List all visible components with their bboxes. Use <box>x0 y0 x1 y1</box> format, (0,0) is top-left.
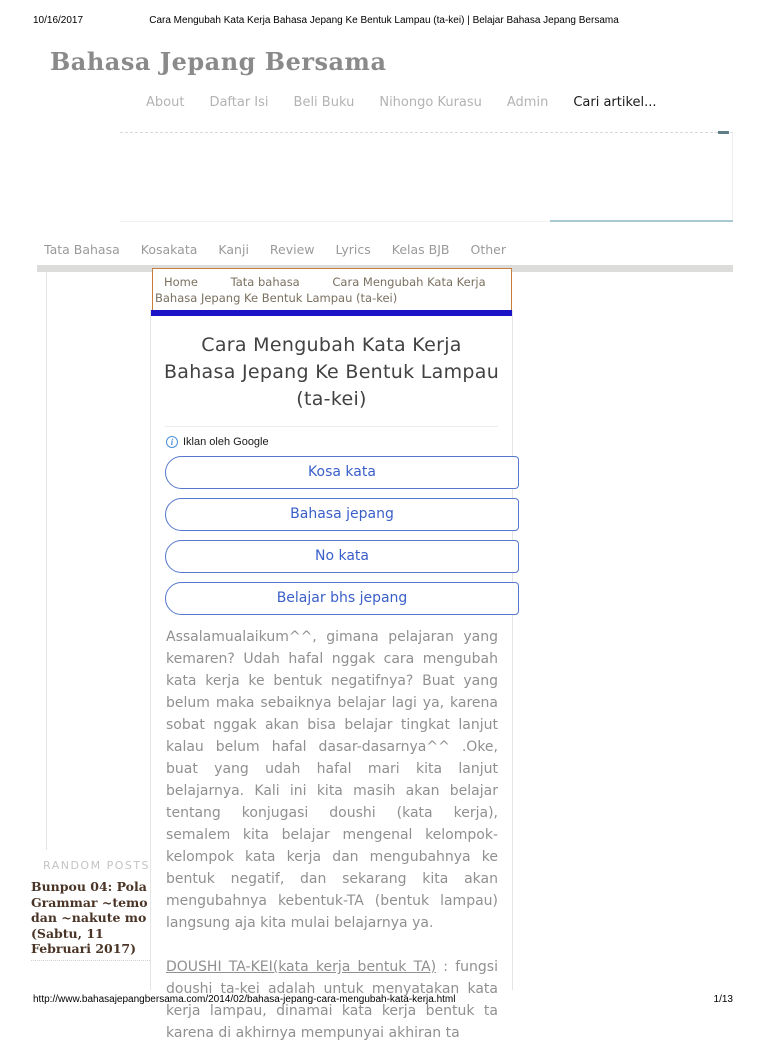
nav-item-daftar-isi[interactable]: Daftar Isi <box>209 95 269 110</box>
nav-item-nihongo-kurasu[interactable]: Nihongo Kurasu <box>379 95 482 110</box>
subnav-item-kanji[interactable]: Kanji <box>218 242 249 257</box>
print-url: http://www.bahasajepangbersama.com/2014/02/bahasa-jepang-cara-mengubah-kata-kerja.html <box>33 994 456 1005</box>
random-post-link[interactable]: Bunpou 04: Pola Grammar ~temo dan ~nakute mo (Sabtu, 11 Februari 2017) <box>31 879 148 956</box>
nav-item-admin[interactable]: Admin <box>506 95 549 110</box>
random-posts-heading: RANDOM POSTS <box>43 859 151 872</box>
subnav-item-other[interactable]: Other <box>470 242 506 257</box>
article-title: Cara Mengubah Kata Kerja Bahasa Jepang Ke Bentuk Lampau (ta-kei) <box>163 334 500 410</box>
breadcrumb-home[interactable]: Home <box>164 275 198 289</box>
print-page-number: 1/13 <box>713 994 733 1005</box>
ad-attribution-label: Iklan oleh Google <box>183 436 269 448</box>
breadcrumb-current-page: Cara Mengubah Kata Kerja Bahasa Jepang Ke Bentuk Lampau (ta-kei) <box>155 275 486 305</box>
paragraph-2-body: : fungsi doushi ta-kei adalah untuk menyatakan kata kerja lampau, dinamai kata kerja bentuk ta karena di akhirnya mempunyai akhiran ta <box>166 959 498 1041</box>
ad-attribution <box>166 436 512 448</box>
ad-link-no-kata[interactable]: No kata <box>165 540 519 573</box>
subnav-item-review[interactable]: Review <box>269 242 315 257</box>
article-accent-bar <box>151 310 512 316</box>
subnav-item-kosakata[interactable]: Kosakata <box>140 242 198 257</box>
category-nav <box>44 242 506 257</box>
subnav-item-lyrics[interactable]: Lyrics <box>335 242 371 257</box>
nav-item-beli-buku[interactable]: Beli Buku <box>293 95 355 110</box>
sidebar-dotted-divider <box>31 960 150 961</box>
info-icon[interactable]: i <box>166 436 178 448</box>
main-nav <box>146 95 657 110</box>
breadcrumb <box>152 268 512 312</box>
print-date: 10/16/2017 <box>33 15 84 26</box>
sidebar-column-divider <box>46 272 47 850</box>
site-title[interactable]: Bahasa Jepang Bersama <box>50 47 387 76</box>
title-divider <box>165 426 498 427</box>
search-input-underline[interactable] <box>550 220 733 222</box>
ad-link-belajar-bhs-jepang[interactable]: Belajar bhs jepang <box>165 582 519 615</box>
subnav-item-kelas-bjb[interactable]: Kelas BJB <box>391 242 450 257</box>
print-document-title: Cara Mengubah Kata Kerja Bahasa Jepang Ke Bentuk Lampau (ta-kei) | Belajar Bahasa Jepang Bersama <box>149 15 619 26</box>
subnav-item-tata-bahasa[interactable]: Tata Bahasa <box>44 242 120 257</box>
ad-frame-corner-dash <box>718 131 729 134</box>
ad-link-bahasa-jepang[interactable]: Bahasa jepang <box>165 498 519 531</box>
breadcrumb-category[interactable]: Tata bahasa <box>230 275 300 289</box>
nav-item-about[interactable]: About <box>146 95 185 110</box>
ad-link-kosa-kata[interactable]: Kosa kata <box>165 456 519 489</box>
search-articles-link[interactable]: Cari artikel... <box>573 95 657 110</box>
paragraph-2-heading: DOUSHI TA-KEI(kata kerja bentuk TA) <box>166 959 437 975</box>
ad-frame <box>120 132 733 222</box>
article-paragraph-1: Assalamualaikum^^, gimana pelajaran yang kemaren? Udah hafal nggak cara mengubah kata kerja ke bentuk negatifnya? Buat yang belum maka sebaiknya belajar lagi ya, karena sobat nggak akan bisa belajar tingkat lanjut kalau belum hafal dasar-dasarnya^^ .Oke, buat yang udah hafal mari kita lanjut belajarnya. Kali ini kita masih akan belajar tentang konjugasi doushi (kata kerja), semalem kita belajar mengenal kelompok-kelompok kata kerja dan mengubahnya ke bentuk negatif, dan sekarang kita akan mengubahnya kebentuk-TA (bentuk lampau) langsung aja kita mulai belajarnya ya. <box>166 629 498 931</box>
